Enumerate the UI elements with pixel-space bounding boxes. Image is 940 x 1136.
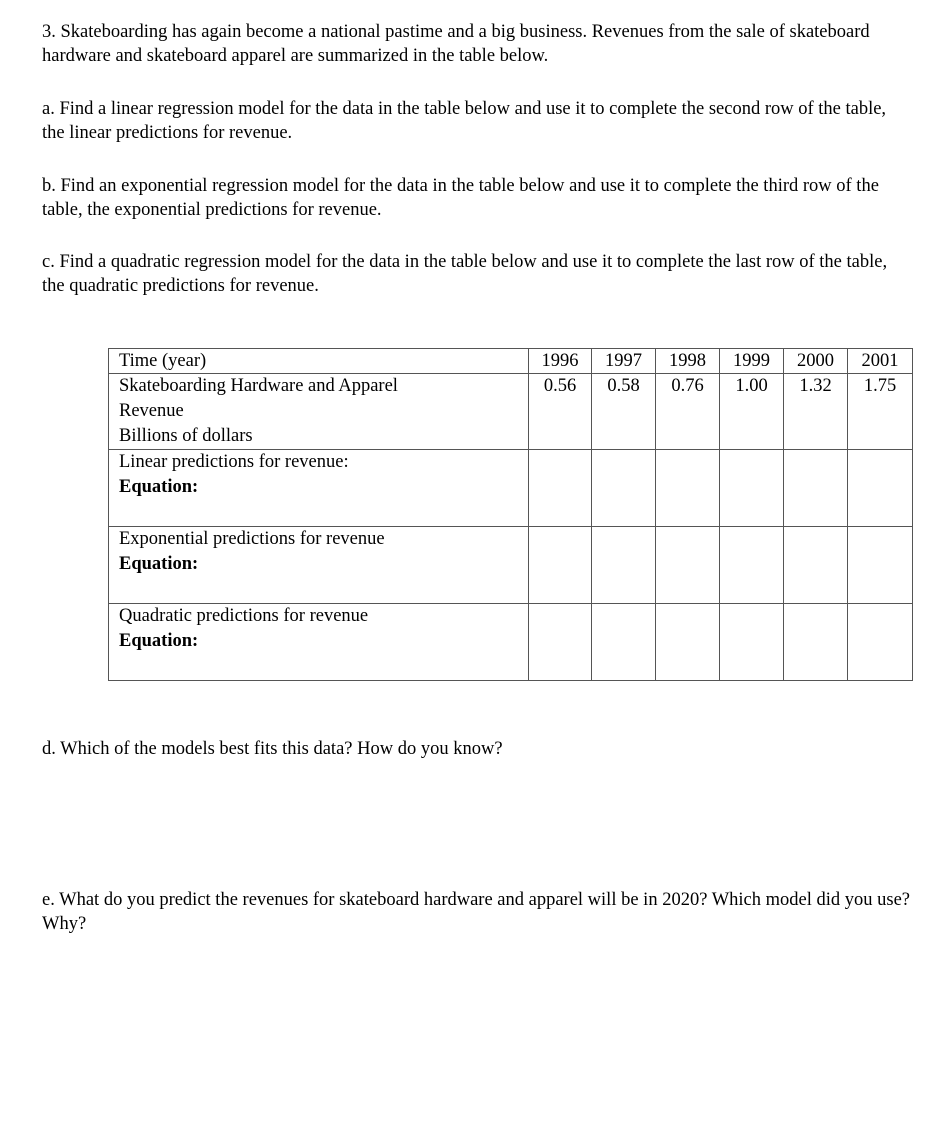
exponential-row	[109, 527, 913, 604]
year-cell: 1996	[529, 349, 592, 374]
revenue-row	[109, 374, 913, 450]
linear-answer-cell[interactable]	[656, 450, 720, 527]
year-cell: 2001	[848, 349, 913, 374]
exponential-answer-cell[interactable]	[784, 527, 848, 604]
revenue-label-line-3: Billions of dollars	[119, 426, 253, 446]
exponential-answer-cell[interactable]	[656, 527, 720, 604]
linear-equation-label: Equation:	[119, 477, 199, 497]
part-a-text: a. Find a linear regression model for the data in the table below and use it to complete the second row of the table, the linear predictions for revenue.	[42, 99, 887, 143]
exponential-answer-cell[interactable]	[529, 527, 592, 604]
quadratic-answer-cell[interactable]	[784, 604, 848, 681]
exponential-answer-cell[interactable]	[720, 527, 784, 604]
revenue-cell: 0.56	[529, 374, 592, 450]
quadratic-answer-cell[interactable]	[720, 604, 784, 681]
quadratic-row	[109, 604, 913, 681]
quadratic-answer-cell[interactable]	[529, 604, 592, 681]
time-label: Time (year)	[109, 349, 529, 374]
revenue-label	[109, 374, 529, 450]
linear-answer-cell[interactable]	[848, 450, 913, 527]
revenue-cell: 1.32	[784, 374, 848, 450]
quadratic-answer-cell[interactable]	[592, 604, 656, 681]
linear-row	[109, 450, 913, 527]
revenue-table	[108, 348, 913, 681]
linear-label	[109, 450, 529, 527]
exponential-label-text: Exponential predictions for revenue	[119, 529, 385, 549]
part-d-text: d. Which of the models best fits this data? How do you know?	[42, 739, 503, 759]
revenue-label-line-1: Skateboarding Hardware and Apparel	[119, 376, 398, 396]
year-cell: 1999	[720, 349, 784, 374]
quadratic-answer-cell[interactable]	[656, 604, 720, 681]
part-c-text: c. Find a quadratic regression model for the data in the table below and use it to complete the last row of the table, the quadratic predictions for revenue.	[42, 252, 888, 296]
linear-answer-cell[interactable]	[720, 450, 784, 527]
revenue-cell: 1.00	[720, 374, 784, 450]
quadratic-label	[109, 604, 529, 681]
linear-answer-cell[interactable]	[592, 450, 656, 527]
revenue-cell: 1.75	[848, 374, 913, 450]
quadratic-equation-label: Equation:	[119, 631, 199, 651]
linear-answer-cell[interactable]	[784, 450, 848, 527]
exponential-label	[109, 527, 529, 604]
exponential-equation-label: Equation:	[119, 554, 199, 574]
part-b-text: b. Find an exponential regression model for the data in the table below and use it to complete the third row of the table, the exponential predictions for revenue.	[42, 176, 879, 220]
linear-answer-cell[interactable]	[529, 450, 592, 527]
year-cell: 1998	[656, 349, 720, 374]
part-e-text: e. What do you predict the revenues for skateboard hardware and apparel will be in 2020? Which model did you use? Why?	[42, 890, 911, 934]
exponential-answer-cell[interactable]	[848, 527, 913, 604]
quadratic-answer-cell[interactable]	[848, 604, 913, 681]
revenue-cell: 0.58	[592, 374, 656, 450]
year-cell: 1997	[592, 349, 656, 374]
revenue-label-line-2: Revenue	[119, 401, 184, 421]
linear-label-text: Linear predictions for revenue:	[119, 452, 349, 472]
quadratic-label-text: Quadratic predictions for revenue	[119, 606, 369, 626]
time-row	[109, 349, 913, 374]
exponential-answer-cell[interactable]	[592, 527, 656, 604]
revenue-cell: 0.76	[656, 374, 720, 450]
problem-intro: 3. Skateboarding has again become a national pastime and a big business. Revenues from the sale of skateboard hardware and skateboard apparel are summarized in the table below.	[42, 22, 870, 66]
year-cell: 2000	[784, 349, 848, 374]
